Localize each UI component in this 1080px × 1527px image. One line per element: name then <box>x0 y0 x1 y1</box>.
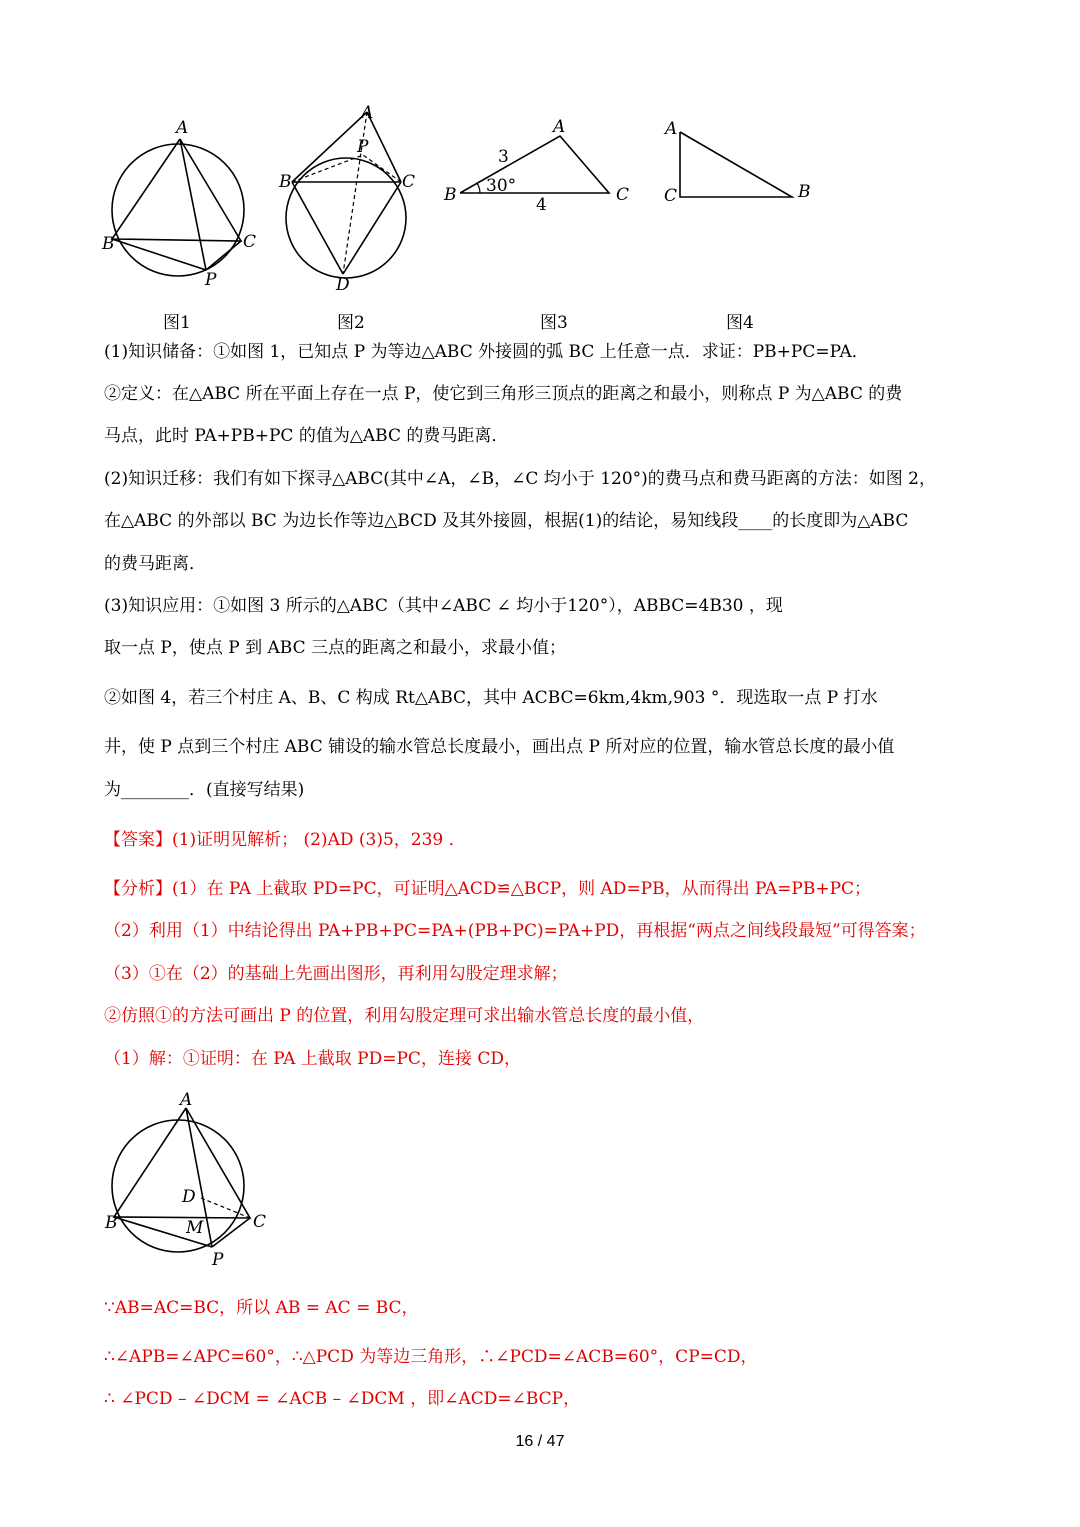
question-line: (1)知识储备：①如图 1，已知点 P 为等边△ABC 外接圆的弧 BC 上任意一点．求证：PB+PC=PA． <box>104 342 869 362</box>
figure-2 <box>275 100 425 299</box>
figure-4-caption: 图4 <box>726 313 754 333</box>
question-line: 为________．(直接写结果) <box>104 780 305 800</box>
vertex-label: B <box>279 172 292 192</box>
vertex-label: B <box>798 182 811 202</box>
analysis-line: 【分析】(1）在 PA 上截取 PD=PC，可证明△ACD≌△BCP，则 AD=PB，从而得出 PA=PB+PC； <box>104 879 872 899</box>
page-number: 16 / 47 <box>515 1433 565 1450</box>
vertex-label: C <box>616 185 630 205</box>
angle-label: 30° <box>486 176 517 196</box>
figure-3 <box>440 112 640 221</box>
question-line: 在△ABC 的外部以 BC 为边长作等边△BCD 及其外接圆，根据(1)的结论，易知线段____的长度即为△ABC <box>104 511 909 531</box>
vertex-label: A <box>361 103 374 123</box>
vertex-label: P <box>205 270 217 290</box>
figure-1-caption: 图1 <box>163 313 191 333</box>
analysis-line: （3）①在（2）的基础上先画出图形，再利用勾股定理求解； <box>104 964 568 984</box>
vertex-label: A <box>665 119 678 139</box>
vertex-label: B <box>105 1213 118 1233</box>
vertex-label: B <box>102 234 115 254</box>
figure-5 <box>100 1088 280 1277</box>
figure-3-caption: 图3 <box>540 313 568 333</box>
solution-line: （1）解：①证明：在 PA 上截取 PD=PC，连接 CD， <box>104 1049 521 1069</box>
vertex-label: C <box>664 186 678 206</box>
question-line: 取一点 P，使点 P 到 ABC 三点的距离之和最小，求最小值； <box>104 638 566 658</box>
vertex-label: A <box>180 1090 193 1110</box>
solution-line: ∴ ∠PCD – ∠DCM = ∠ACB – ∠DCM ，即∠ACD=∠BCP， <box>104 1389 581 1409</box>
figure-4 <box>660 112 820 211</box>
vertex-label: A <box>553 117 566 137</box>
analysis-line: （2）利用（1）中结论得出 PA+PB+PC=PA+(PB+PC)=PA+PD，再根据“两点之间线段最短”可得答案； <box>104 921 926 941</box>
analysis-line: ②仿照①的方法可画出 P 的位置，利用勾股定理可求出输水管总长度的最小值， <box>104 1006 705 1026</box>
vertex-label: P <box>212 1250 224 1270</box>
vertex-label: C <box>253 1212 267 1232</box>
vertex-label: B <box>444 185 457 205</box>
solution-line: ∵AB=AC=BC，所以 AB = AC = BC， <box>104 1298 419 1318</box>
vertex-label: M <box>186 1218 204 1238</box>
side-label: 3 <box>498 147 509 167</box>
vertex-label: D <box>336 275 350 295</box>
vertex-label: A <box>176 118 189 138</box>
figure-2-caption: 图2 <box>337 313 365 333</box>
solution-line: ∴∠APB=∠APC=60°，∴△PCD 为等边三角形，∴∠PCD=∠ACB=60°，CP=CD， <box>104 1347 758 1367</box>
vertex-label: D <box>182 1187 196 1207</box>
vertex-label: P <box>357 137 369 157</box>
question-line: 的费马距离． <box>104 554 206 574</box>
question-line: (2)知识迁移：我们有如下探寻△ABC(其中∠A，∠B，∠C 均小于 120°)的费马点和费马距离的方法：如图 2， <box>104 469 936 489</box>
question-line: 井，使 P 点到三个村庄 ABC 铺设的输水管总长度最小，画出点 P 所对应的位置，输水管总长度的最小值 <box>104 737 895 757</box>
vertex-label: C <box>243 232 257 252</box>
question-line: ②定义：在△ABC 所在平面上存在一点 P，使它到三角形三顶点的距离之和最小，则称点 P 为△ABC 的费 <box>104 384 903 404</box>
side-label: 4 <box>536 195 547 215</box>
answer-line: 【答案】(1)证明见解析； (2)AD (3)5，239 ． <box>104 830 466 850</box>
question-line: (3)知识应用：①如图 3 所示的△ABC（其中∠ABC ∠ 均小于120°），ABBC=4B30 ，现 <box>104 596 783 616</box>
question-line: 马点，此时 PA+PB+PC 的值为△ABC 的费马距离． <box>104 426 509 446</box>
vertex-label: C <box>402 172 416 192</box>
figure-1 <box>100 115 270 299</box>
question-line: ②如图 4，若三个村庄 A、B、C 构成 Rt△ABC，其中 ACBC=6km,4km,903 °．现选取一点 P 打水 <box>104 688 878 708</box>
